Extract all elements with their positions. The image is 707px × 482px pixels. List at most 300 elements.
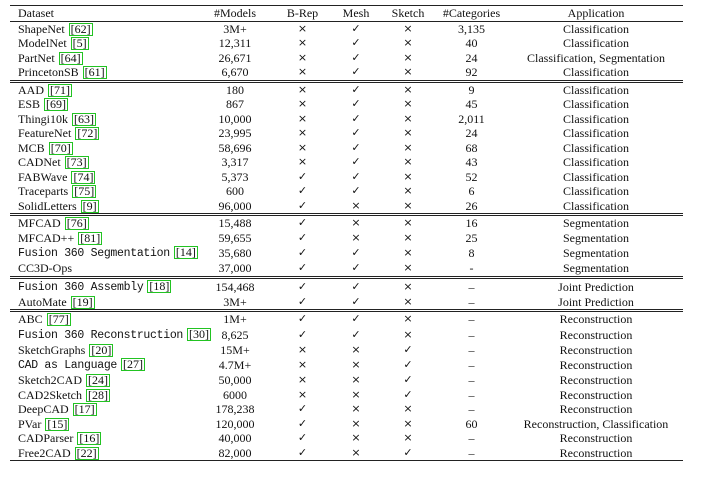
cell-models: 3M+ [223,21,247,36]
dataset-name: Sketch2CAD [18,373,82,388]
cell-sketch: × [403,184,413,198]
citation-number: 24 [92,373,104,388]
cell-models: 180 [195,81,275,97]
cell-categories: 9 [434,81,509,97]
cell-brep: ✓ [297,402,308,416]
table-row [10,245,683,261]
cell-dataset [10,388,195,403]
cell-mesh: ✓ [330,277,382,295]
cell-dataset [10,65,195,81]
cell-models: 3,317 [221,155,249,170]
citation-number: 14 [179,245,192,259]
cell-application: Reconstruction [559,402,633,417]
citation-link[interactable]: [24] [88,373,108,388]
cell-sketch: ✓ [403,342,413,356]
citation-link[interactable]: [81] [80,230,101,245]
citation-link[interactable]: [16] [79,431,100,446]
dataset-name: CAD as Language [18,359,118,372]
cell-application: Reconstruction [509,311,683,327]
cell-mesh: ✓ [330,81,382,97]
cell-mesh: ✓ [351,50,361,64]
cell-categories: – [468,342,475,357]
cell-mesh: ✓ [351,65,361,79]
citation-link[interactable]: [5] [72,36,87,51]
citation-number: 72 [81,126,94,141]
cell-dataset [10,326,210,343]
citation-number: 15 [51,416,64,431]
citation-number: 18 [153,278,166,293]
cell-categories: 25 [465,230,478,245]
cell-dataset [10,373,195,388]
cell-categories: – [434,311,509,327]
cell-dataset [10,231,195,246]
citation-number: 81 [84,230,97,245]
table-row [10,261,683,277]
cell-application: Segmentation [509,215,683,231]
dataset-name: Fusion 360 Segmentation [18,247,170,260]
cell-dataset [10,277,195,295]
cell-brep: ✓ [297,261,308,275]
table-row [10,311,683,327]
cell-categories: 26 [465,198,478,213]
cell-brep: × [297,155,308,169]
cell-categories: 68 [465,140,478,155]
cell-mesh: ✓ [351,184,361,198]
cell-models: 15,488 [195,215,275,231]
cell-models: 82,000 [195,446,275,461]
cell-models: 5,373 [221,169,249,184]
dataset-name: CC3D-Ops [18,261,73,276]
cell-mesh: ✓ [351,294,361,308]
cell-models: 15M+ [220,342,250,357]
cell-application: Classification [563,155,629,170]
dataset-name: Traceparts [18,184,69,199]
cell-brep: × [297,97,308,111]
cell-categories: - [469,261,474,276]
cell-application: Reconstruction, Classification [523,416,669,431]
table-row [10,327,683,343]
cell-brep: × [297,50,308,64]
citation-number: 61 [88,65,101,80]
citation-number: 5 [76,36,83,51]
cell-application: Reconstruction [509,446,683,461]
dataset-name: ESB [18,97,41,112]
cell-models: 867 [226,97,244,112]
cell-brep: ✓ [297,431,308,445]
citation-number: 16 [83,431,96,446]
table-row [10,357,683,373]
cell-brep: ✓ [297,184,308,198]
dataset-name: PartNet [18,50,55,65]
cell-brep: ✓ [297,230,308,244]
cell-mesh: × [351,373,361,387]
cell-application: Reconstruction [559,327,633,342]
cell-sketch: × [403,327,413,341]
cell-categories: 45 [465,97,478,112]
cell-dataset [10,184,195,199]
dataset-name: CAD2Sketch [18,387,82,402]
citation-number: 69 [50,97,63,112]
cell-sketch: × [403,294,413,308]
dataset-name: AutoMate [18,294,67,309]
cell-mesh: ✓ [330,311,382,327]
table-row [10,417,683,432]
cell-application: Joint Prediction [558,294,634,309]
citation-number: 77 [52,312,65,327]
citation-link[interactable]: [72] [77,126,98,141]
cell-application: Reconstruction [559,373,633,388]
cell-dataset [10,36,195,51]
dataset-name: PrincetonSB [18,65,79,80]
cell-brep: ✓ [275,446,330,461]
cell-sketch: × [382,311,434,327]
cell-dataset [10,417,195,432]
cell-models: 10,000 [218,111,252,126]
citation-number: 9 [86,198,93,213]
citation-link[interactable]: [27] [123,357,144,371]
cell-application: Classification [563,111,629,126]
cell-categories: – [434,277,509,295]
cell-mesh: ✓ [351,169,361,183]
table-row [10,373,683,388]
dataset-name: Thingi10k [18,111,68,126]
cell-application: Classification [563,36,629,51]
dataset-name: Fusion 360 Reconstruction [18,328,184,342]
dataset-name: MCB [18,140,45,155]
header-models: #Models [195,6,275,22]
table-row [10,343,683,358]
cell-sketch: × [403,111,413,125]
cell-sketch: × [403,140,413,154]
cell-categories: 24 [465,126,478,141]
citation-number: 17 [78,402,91,417]
citation-link[interactable]: [17] [74,402,95,417]
cell-categories: 43 [465,155,478,170]
cell-categories: 6 [468,184,475,199]
cell-categories: 24 [465,50,478,65]
cell-sketch: × [403,169,413,183]
citation-number: 30 [193,326,206,341]
cell-mesh: ✓ [351,140,361,154]
dataset-name: Free2CAD [18,445,71,460]
citation-number: 27 [127,357,140,371]
cell-application: Joint Prediction [509,277,683,295]
header-application: Application [509,6,683,22]
cell-models: 59,655 [218,230,252,245]
dataset-name: PVar [18,416,42,431]
cell-sketch: × [403,50,413,64]
cell-dataset [10,402,195,417]
dataset-name: ABC [18,312,43,327]
cell-dataset [10,97,195,112]
citation-number: 70 [54,140,67,155]
dataset-name: ShapeNet [18,21,65,36]
cell-categories: – [468,431,475,446]
citation-link[interactable]: [30] [189,326,210,341]
table-row [10,295,683,311]
cell-dataset [10,343,195,358]
cell-mesh: × [351,387,361,401]
dataset-name: FABWave [18,169,68,184]
cell-categories: 60 [465,416,478,431]
header-brep: B-Rep [275,6,330,22]
cell-models: 50,000 [218,373,252,388]
table-row [10,126,683,141]
table-row [10,388,683,403]
table-row [10,402,683,417]
cell-dataset [10,357,195,373]
cell-mesh: ✓ [351,36,361,50]
cell-categories: – [434,446,509,461]
citation-link[interactable]: [70] [50,140,71,155]
cell-categories: – [468,402,475,417]
header-sketch: Sketch [382,6,434,22]
cell-mesh: × [351,198,361,212]
cell-sketch: × [403,402,413,416]
table-row [10,36,683,51]
cell-dataset [10,261,195,277]
cell-sketch: × [403,36,413,50]
table-row [10,446,683,461]
dataset-name: FeatureNet [18,126,72,141]
cell-categories: 92 [465,65,478,80]
cell-mesh: × [351,402,361,416]
table-row [10,51,683,66]
cell-brep: × [297,126,308,140]
cell-sketch: × [403,230,413,244]
cell-mesh: × [351,416,361,430]
cell-sketch: ✓ [403,373,413,387]
citation-link[interactable]: [69] [46,97,67,112]
cell-brep: ✓ [275,311,330,327]
cell-models: 4.7M+ [218,358,252,372]
cell-brep: × [297,36,308,50]
cell-application: Segmentation [563,230,629,245]
table-header [10,6,683,22]
dataset-name: MFCAD++ [18,230,75,245]
cell-brep: ✓ [297,169,308,183]
citation-number: 63 [78,111,90,126]
citation-link[interactable]: [73] [66,155,87,170]
citation-link[interactable]: [77] [48,312,69,327]
cell-models: 3M+ [223,294,247,309]
cell-models: 6000 [223,387,247,402]
cell-mesh: ✓ [351,21,361,35]
citation-number: 71 [54,82,66,97]
cell-models: 58,696 [218,140,252,155]
cell-mesh: ✓ [351,155,361,169]
cell-dataset [10,199,195,215]
cell-mesh: × [330,215,382,231]
citation-link[interactable]: [74] [73,169,94,184]
cell-mesh: ✓ [351,327,361,341]
dataset-name: CADParser [18,431,74,446]
cell-mesh: × [351,230,361,244]
cell-sketch: ✓ [403,358,413,371]
table-row [10,141,683,156]
cell-brep: ✓ [275,277,330,295]
dataset-name: MFCAD [18,216,61,231]
cell-application: Classification [509,81,683,97]
cell-models: 600 [226,184,244,199]
cell-brep: × [297,111,308,125]
cell-models: 26,671 [218,50,252,65]
cell-brep: × [297,65,308,79]
table-group [10,311,683,461]
cell-mesh: ✓ [351,111,361,125]
cell-application: Reconstruction [559,387,633,402]
cell-mesh: × [330,446,382,461]
cell-dataset [10,155,195,170]
citation-link[interactable]: [63] [74,111,94,126]
cell-dataset [10,431,195,446]
citation-link[interactable]: [75] [74,184,95,199]
citation-number: 75 [78,184,91,199]
cell-mesh: × [351,431,361,445]
cell-brep: ✓ [297,294,308,308]
cell-dataset [10,141,195,156]
citation-link[interactable]: [62] [70,21,91,36]
citation-link[interactable]: [20] [91,342,112,357]
cell-application: Classification, Segmentation [527,50,665,65]
cell-mesh: × [351,358,361,371]
cell-dataset [10,215,195,231]
dataset-name: SketchGraphs [18,342,86,357]
cell-application: Classification [563,97,629,112]
cell-mesh: × [351,342,361,356]
header-row [10,6,683,22]
cell-models: 40,000 [218,431,252,446]
cell-dataset [10,112,195,127]
cell-brep: ✓ [275,215,330,231]
cell-categories: 40 [465,36,478,51]
citation-number: 73 [70,155,83,170]
cell-dataset [10,21,195,36]
dataset-name: DeepCAD [18,402,69,417]
table-row [10,155,683,170]
cell-categories: – [468,358,475,372]
cell-application: Classification [563,21,629,36]
citation-number: 19 [76,294,89,309]
citation-number: 28 [92,387,104,402]
cell-sketch: × [382,81,434,97]
cell-categories: – [468,327,475,342]
cell-brep: ✓ [297,246,308,259]
table-group [10,81,683,215]
header-dataset: Dataset [10,6,195,22]
cell-categories: – [468,373,475,388]
cell-models: 6,670 [221,65,249,80]
cell-brep: × [297,387,308,401]
citation-link[interactable]: [19] [72,294,93,309]
cell-sketch: × [403,65,413,79]
citation-number: 76 [70,216,83,231]
cell-models: 37,000 [218,261,252,276]
cell-sketch: × [403,126,413,140]
citation-link[interactable]: [18] [149,278,170,293]
cell-models: 12,311 [218,36,252,51]
cell-brep: × [297,358,308,371]
dataset-name: SolidLetters [18,198,77,213]
cell-brep: ✓ [297,198,308,212]
cell-brep: ✓ [297,416,308,430]
cell-mesh: ✓ [351,97,361,111]
cell-sketch: ✓ [382,446,434,461]
table-row [10,81,683,97]
cell-brep: × [297,21,308,35]
citation-link[interactable]: [61] [84,65,105,80]
cell-categories: 8 [468,246,475,260]
citation-number: 22 [80,445,93,460]
cell-sketch: ✓ [403,387,413,401]
cell-dataset [10,446,195,461]
cell-application: Segmentation [563,246,629,260]
table-group [10,277,683,311]
table-row [10,184,683,199]
cell-categories: 3,135 [458,21,485,36]
citation-link[interactable]: [9] [82,198,97,213]
cell-sketch: × [403,261,413,275]
cell-models: 35,680 [218,246,252,260]
cell-sketch: × [403,246,413,259]
cell-dataset [10,51,195,66]
cell-dataset [10,245,195,261]
citation-number: 64 [64,50,77,65]
table-row [10,199,683,215]
cell-application: Reconstruction [559,358,633,372]
cell-sketch: × [403,97,413,111]
cell-categories: – [468,387,475,402]
dataset-comparison-table [10,5,683,461]
citation-link[interactable]: [64] [60,50,81,65]
table-row [10,277,683,295]
header-categories: #Categories [434,6,509,22]
table-row [10,231,683,246]
cell-categories: – [468,294,475,309]
cell-sketch: × [382,215,434,231]
cell-dataset [10,170,195,185]
cell-models: 96,000 [218,198,252,213]
citation-link[interactable]: [22] [76,445,97,460]
cell-categories: 52 [465,169,478,184]
cell-categories: 16 [434,215,509,231]
table-group [10,21,683,81]
table-row [10,112,683,127]
cell-models: 120,000 [215,416,255,431]
cell-sketch: × [403,431,413,445]
cell-application: Classification [563,65,629,80]
header-mesh: Mesh [330,6,382,22]
dataset-name: AAD [18,82,44,97]
cell-models: 154,468 [195,277,275,295]
cell-application: Classification [563,140,629,155]
citation-link[interactable]: [71] [50,82,70,97]
table-row [10,215,683,231]
cell-brep: ✓ [297,327,308,341]
citation-link[interactable]: [15] [47,416,68,431]
citation-link[interactable]: [28] [88,387,108,402]
dataset-name: CADNet [18,155,61,170]
cell-dataset [10,295,195,311]
cell-brep: × [275,81,330,97]
citation-link[interactable]: [14] [175,245,196,259]
citation-link[interactable]: [76] [66,216,87,231]
cell-models: 1M+ [195,311,275,327]
table-row [10,431,683,446]
cell-sketch: × [403,155,413,169]
cell-mesh: ✓ [351,246,361,259]
citation-number: 20 [95,342,108,357]
